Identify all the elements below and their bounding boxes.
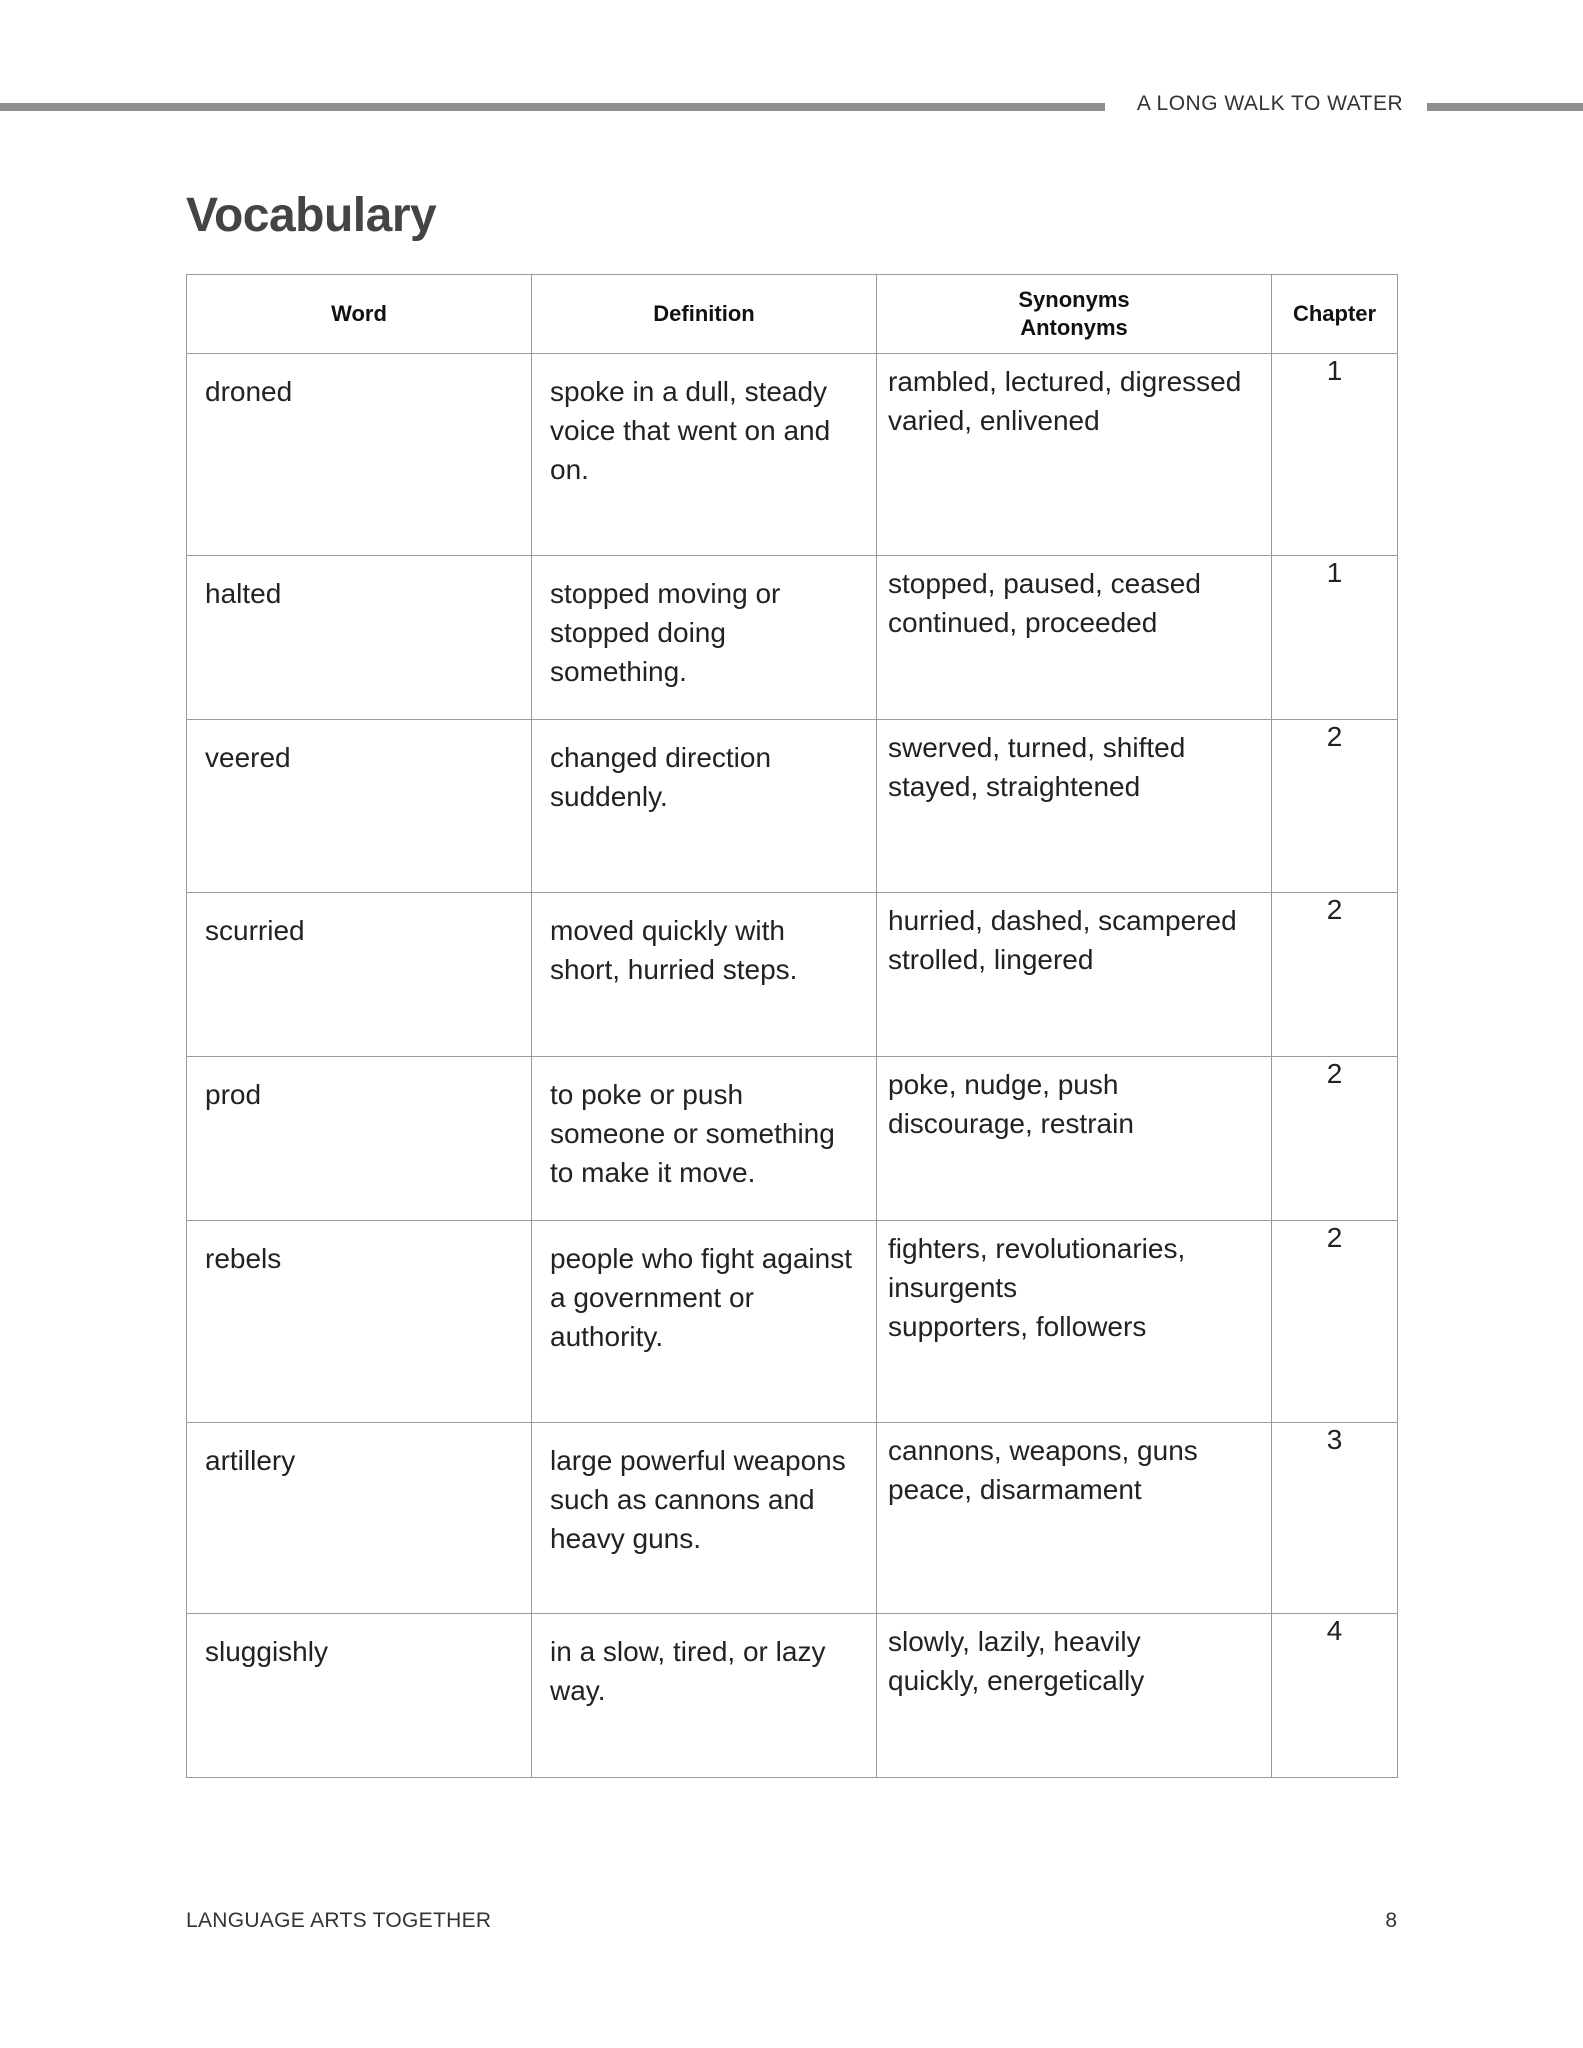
table-row xyxy=(187,1057,1398,1221)
table-row xyxy=(187,556,1398,720)
word-cell: veered xyxy=(187,720,532,893)
chapter-cell: 2 xyxy=(1272,893,1398,1057)
table-row xyxy=(187,1221,1398,1423)
definition-cell: moved quickly with short, hurried steps. xyxy=(532,893,877,1057)
table-row xyxy=(187,1423,1398,1614)
column-header-definition: Definition xyxy=(532,275,877,354)
antonyms-text: stayed, straightened xyxy=(888,771,1141,802)
synonyms-antonyms-cell xyxy=(877,1221,1272,1423)
footer-book-title: LANGUAGE ARTS TOGETHER xyxy=(186,1909,492,1932)
word-cell: sluggishly xyxy=(187,1614,532,1778)
synonyms-text: slowly, lazily, heavily xyxy=(888,1626,1141,1657)
synonyms-text: stopped, paused, ceased xyxy=(888,568,1201,599)
antonyms-text: quickly, energetically xyxy=(888,1665,1145,1696)
word-cell: halted xyxy=(187,556,532,720)
column-header-antonyms: Antonyms xyxy=(1020,315,1128,340)
synonyms-text: swerved, turned, shifted xyxy=(888,732,1186,763)
definition-cell: large powerful weapons such as cannons and heavy guns. xyxy=(532,1423,877,1614)
chapter-cell: 2 xyxy=(1272,1221,1398,1423)
table-row xyxy=(187,893,1398,1057)
definition-cell: in a slow, tired, or lazy way. xyxy=(532,1614,877,1778)
word-cell: prod xyxy=(187,1057,532,1221)
chapter-cell: 2 xyxy=(1272,1057,1398,1221)
antonyms-text: varied, enlivened xyxy=(888,405,1100,436)
table-row xyxy=(187,1614,1398,1778)
column-header-synonyms-antonyms xyxy=(877,275,1272,354)
column-header-synonyms: Synonyms xyxy=(1018,287,1130,312)
header-rule-right xyxy=(1427,103,1583,111)
definition-cell: people who fight against a government or authority. xyxy=(532,1221,877,1423)
definition-cell: spoke in a dull, steady voice that went on and on. xyxy=(532,354,877,556)
word-cell: droned xyxy=(187,354,532,556)
synonyms-antonyms-cell xyxy=(877,1614,1272,1778)
synonyms-antonyms-cell xyxy=(877,1423,1272,1614)
synonyms-text: cannons, weapons, guns xyxy=(888,1435,1198,1466)
antonyms-text: peace, disarmament xyxy=(888,1474,1142,1505)
synonyms-text: rambled, lectured, digressed xyxy=(888,366,1242,397)
chapter-cell: 2 xyxy=(1272,720,1398,893)
synonyms-text: hurried, dashed, scampered xyxy=(888,905,1237,936)
antonyms-text: supporters, followers xyxy=(888,1311,1147,1342)
synonyms-text: fighters, revolutionaries, insurgents xyxy=(888,1233,1186,1303)
vocabulary-table xyxy=(186,274,1398,1778)
column-header-word: Word xyxy=(187,275,532,354)
definition-cell: to poke or push someone or something to make it move. xyxy=(532,1057,877,1221)
chapter-cell: 1 xyxy=(1272,556,1398,720)
table-row xyxy=(187,354,1398,556)
definition-cell: changed direction suddenly. xyxy=(532,720,877,893)
word-cell: rebels xyxy=(187,1221,532,1423)
chapter-cell: 1 xyxy=(1272,354,1398,556)
word-cell: artillery xyxy=(187,1423,532,1614)
antonyms-text: continued, proceeded xyxy=(888,607,1158,638)
synonyms-antonyms-cell xyxy=(877,893,1272,1057)
synonyms-text: poke, nudge, push xyxy=(888,1069,1119,1100)
synonyms-antonyms-cell xyxy=(877,720,1272,893)
header-rule-left xyxy=(0,103,1105,111)
antonyms-text: strolled, lingered xyxy=(888,944,1094,975)
column-header-chapter: Chapter xyxy=(1272,275,1398,354)
synonyms-antonyms-cell xyxy=(877,1057,1272,1221)
synonyms-antonyms-cell xyxy=(877,556,1272,720)
word-cell: scurried xyxy=(187,893,532,1057)
synonyms-antonyms-cell xyxy=(877,354,1272,556)
chapter-cell: 4 xyxy=(1272,1614,1398,1778)
page-title: Vocabulary xyxy=(186,189,437,242)
footer-page-number: 8 xyxy=(1385,1909,1397,1932)
running-header-title: A LONG WALK TO WATER xyxy=(1136,92,1404,115)
antonyms-text: discourage, restrain xyxy=(888,1108,1134,1139)
table-header-row xyxy=(187,275,1398,354)
chapter-cell: 3 xyxy=(1272,1423,1398,1614)
table-row xyxy=(187,720,1398,893)
definition-cell: stopped moving or stopped doing something. xyxy=(532,556,877,720)
